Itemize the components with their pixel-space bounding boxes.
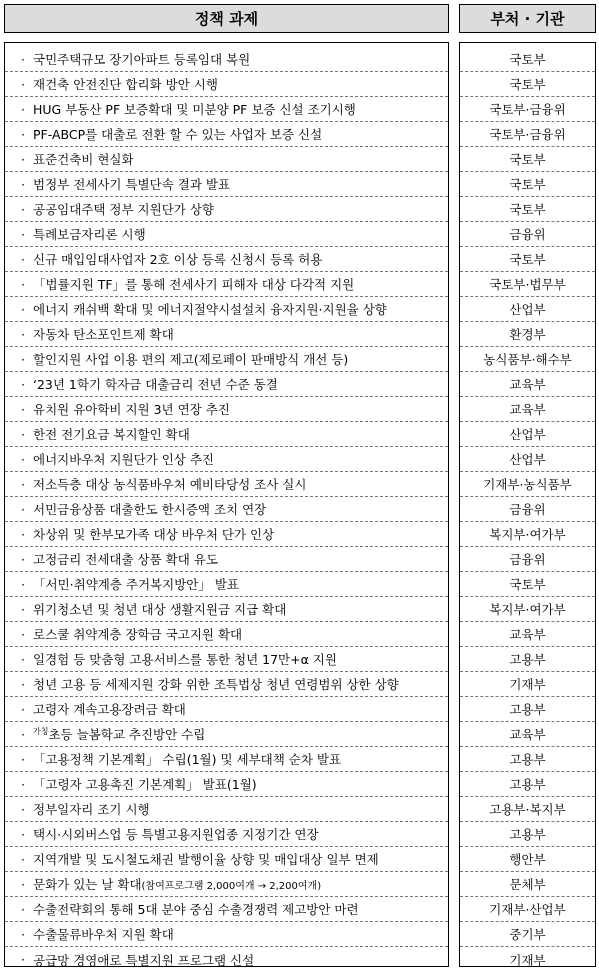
policy-task bbox=[33, 125, 322, 143]
policy-task bbox=[33, 50, 250, 68]
bullet: · bbox=[21, 651, 25, 667]
table-row bbox=[5, 72, 448, 97]
responsible-agency: 산업부 bbox=[509, 427, 546, 442]
task-text: HUG 부동산 PF 보증확대 및 미분양 PF 보증 신설 조기시행 bbox=[33, 102, 356, 117]
policy-task bbox=[33, 350, 348, 368]
task-text: 국민주택규모 장기아파트 등록임대 복원 bbox=[33, 52, 251, 67]
policy-task bbox=[33, 750, 341, 768]
policy-task bbox=[33, 951, 254, 969]
policy-task bbox=[33, 325, 174, 343]
policy-task bbox=[33, 875, 321, 893]
responsible-agency: 국토부·금융위 bbox=[489, 102, 566, 117]
task-text: 공공임대주택 정부 지원단가 상향 bbox=[33, 202, 214, 217]
responsible-agency: 고용부 bbox=[509, 752, 546, 767]
table-row bbox=[5, 522, 448, 547]
responsible-agency: 기재부 bbox=[509, 952, 546, 968]
bullet: · bbox=[21, 851, 25, 867]
responsible-agency: 금융위 bbox=[509, 552, 546, 567]
responsible-agency: 교육부 bbox=[509, 402, 546, 417]
task-text: 「서민·취약계층 주거복지방안」 발표 bbox=[33, 577, 239, 592]
table-row bbox=[5, 147, 448, 172]
responsible-agency: 기재부·농식품부 bbox=[483, 477, 572, 492]
bullet: · bbox=[21, 151, 25, 167]
task-text: 자동차 탄소포인트제 확대 bbox=[33, 327, 174, 342]
bullet: · bbox=[21, 926, 25, 942]
responsible-agency: 산업부 bbox=[509, 452, 546, 467]
task-text: 「고령자 고용촉진 기본계획」 발표(1월) bbox=[33, 777, 257, 792]
policy-task bbox=[33, 700, 186, 718]
table-row bbox=[460, 672, 595, 697]
table-row bbox=[460, 697, 595, 722]
table-row bbox=[5, 672, 448, 697]
table-row bbox=[460, 297, 595, 322]
task-text: 서민금융상품 대출한도 한시증액 조치 연장 bbox=[33, 502, 267, 517]
task-text: 표준건축비 현실화 bbox=[33, 152, 134, 167]
bullet: · bbox=[21, 801, 25, 817]
policy-task bbox=[33, 675, 399, 693]
table-row bbox=[5, 247, 448, 272]
responsible-agency: 국토부 bbox=[509, 202, 546, 217]
task-text: 공급망 경영애로 특별지원 프로그램 신설 bbox=[33, 952, 255, 968]
responsible-agency: 문체부 bbox=[509, 877, 546, 892]
table-row bbox=[460, 772, 595, 797]
table-row bbox=[460, 897, 595, 922]
table-row bbox=[5, 222, 448, 247]
bullet: · bbox=[21, 901, 25, 917]
bullet: · bbox=[21, 826, 25, 842]
table-row bbox=[460, 497, 595, 522]
task-text: 고정금리 전세대출 상품 확대 유도 bbox=[33, 552, 218, 567]
bullet: · bbox=[21, 201, 25, 217]
table-row bbox=[5, 347, 448, 372]
bullet: · bbox=[21, 176, 25, 192]
bullet: · bbox=[21, 601, 25, 617]
table-row bbox=[5, 647, 448, 672]
table-row bbox=[5, 447, 448, 472]
table-row bbox=[5, 497, 448, 522]
table-row bbox=[5, 272, 448, 297]
task-text: 일경험 등 맞춤형 고용서비스를 통한 청년 17만+α 지원 bbox=[33, 652, 337, 667]
responsible-agency: 복지부·여가부 bbox=[489, 602, 566, 617]
policy-task bbox=[33, 525, 274, 543]
bullet: · bbox=[21, 751, 25, 767]
table-row bbox=[460, 722, 595, 747]
policy-task bbox=[33, 900, 359, 918]
table-row bbox=[5, 297, 448, 322]
policy-task bbox=[33, 650, 337, 668]
task-text: 에너지 캐쉬백 확대 및 에너지절약시설설치 융자지원·지원율 상향 bbox=[33, 302, 387, 317]
bullet: · bbox=[21, 76, 25, 92]
responsible-agency: 국토부 bbox=[509, 77, 546, 92]
table-row bbox=[5, 47, 448, 72]
table-row bbox=[5, 572, 448, 597]
task-text: ‘23년 1학기 학자금 대출금리 전년 수준 동결 bbox=[33, 377, 278, 392]
responsible-agency: 교육부 bbox=[509, 377, 546, 392]
policy-task bbox=[33, 800, 150, 818]
table-row bbox=[460, 572, 595, 597]
bullet: · bbox=[21, 426, 25, 442]
responsible-agency: 금융위 bbox=[509, 227, 546, 242]
responsible-agency: 국토부 bbox=[509, 252, 546, 267]
table-row bbox=[5, 372, 448, 397]
bullet: · bbox=[21, 776, 25, 792]
table-row bbox=[460, 822, 595, 847]
responsible-agency: 국토부 bbox=[509, 577, 546, 592]
task-list bbox=[4, 42, 449, 967]
table-row bbox=[460, 222, 595, 247]
table-row bbox=[5, 772, 448, 797]
bullet: · bbox=[21, 101, 25, 117]
policy-task bbox=[33, 725, 205, 743]
responsible-agency: 농식품부·해수부 bbox=[483, 352, 572, 367]
task-prefix-note: 가칭 bbox=[33, 727, 49, 736]
task-text: 청년 고용 등 세제지원 강화 위한 조특법상 청년 연령범위 상한 상향 bbox=[33, 677, 399, 692]
bullet: · bbox=[21, 676, 25, 692]
table-row bbox=[460, 447, 595, 472]
policy-task bbox=[33, 250, 322, 268]
table-row bbox=[5, 897, 448, 922]
table-row bbox=[5, 797, 448, 822]
table-row bbox=[460, 47, 595, 72]
task-text: 차상위 및 한부모가족 대상 바우처 단가 인상 bbox=[33, 527, 275, 542]
bullet: · bbox=[21, 401, 25, 417]
table-row bbox=[460, 547, 595, 572]
table-row bbox=[460, 847, 595, 872]
table-row bbox=[460, 97, 595, 122]
bullet: · bbox=[21, 376, 25, 392]
table-row bbox=[5, 422, 448, 447]
policy-task bbox=[33, 425, 190, 443]
table-row bbox=[5, 397, 448, 422]
responsible-agency: 국토부 bbox=[509, 152, 546, 167]
task-text: 「법률지원 TF」를 통해 전세사기 피해자 대상 다각적 지원 bbox=[33, 277, 355, 292]
bullet: · bbox=[21, 526, 25, 542]
policy-task bbox=[33, 775, 257, 793]
table-row bbox=[5, 472, 448, 497]
bullet: · bbox=[21, 276, 25, 292]
task-text: 고령자 계속고용장려금 확대 bbox=[33, 702, 186, 717]
table-row bbox=[460, 922, 595, 947]
agency-list bbox=[459, 42, 596, 967]
task-text: 수출전략회의 통해 5대 분야 중심 수출경쟁력 제고방안 마련 bbox=[33, 902, 359, 917]
task-text: 유치원 유아학비 지원 3년 연장 추진 bbox=[33, 402, 230, 417]
table-row bbox=[5, 97, 448, 122]
policy-task bbox=[33, 550, 218, 568]
table-row bbox=[460, 322, 595, 347]
responsible-agency: 국토부·법무부 bbox=[489, 277, 566, 292]
policy-task bbox=[33, 375, 278, 393]
responsible-agency: 복지부·여가부 bbox=[489, 527, 566, 542]
responsible-agency: 고용부 bbox=[509, 652, 546, 667]
policy-task bbox=[33, 850, 379, 868]
table-row bbox=[460, 472, 595, 497]
task-text: 택시·시외버스업 등 특별고용지원업종 지정기간 연장 bbox=[33, 827, 319, 842]
policy-task bbox=[33, 500, 266, 518]
table-row bbox=[5, 847, 448, 872]
task-text: 범정부 전세사기 특별단속 결과 발표 bbox=[33, 177, 231, 192]
bullet: · bbox=[21, 626, 25, 642]
responsible-agency: 금융위 bbox=[509, 502, 546, 517]
task-note: (참여프로그램 2,000여개 → 2,200여개) bbox=[141, 881, 322, 892]
bullet: · bbox=[21, 126, 25, 142]
table-row bbox=[5, 822, 448, 847]
table-row bbox=[460, 247, 595, 272]
table-row bbox=[460, 622, 595, 647]
bullet: · bbox=[21, 876, 25, 892]
table-row bbox=[460, 347, 595, 372]
responsible-agency: 기재부·산업부 bbox=[489, 902, 566, 917]
responsible-agency: 중기부 bbox=[509, 927, 546, 942]
responsible-agency: 환경부 bbox=[509, 327, 546, 342]
table-row bbox=[460, 397, 595, 422]
table-row bbox=[460, 72, 595, 97]
policy-task bbox=[33, 625, 242, 643]
bullet: · bbox=[21, 226, 25, 242]
table-row bbox=[5, 322, 448, 347]
bullet: · bbox=[21, 952, 25, 967]
policy-task bbox=[33, 150, 134, 168]
table-row bbox=[5, 622, 448, 647]
bullet: · bbox=[21, 576, 25, 592]
task-text: 할인지원 사업 이용 편의 제고(제로페이 판매방식 개선 등) bbox=[33, 352, 349, 367]
policy-task bbox=[33, 925, 174, 943]
bullet: · bbox=[21, 251, 25, 267]
bullet: · bbox=[21, 326, 25, 342]
policy-task bbox=[33, 225, 146, 243]
table-row bbox=[460, 522, 595, 547]
bullet: · bbox=[21, 551, 25, 567]
table-row bbox=[5, 597, 448, 622]
responsible-agency: 고용부·복지부 bbox=[489, 802, 566, 817]
table-row bbox=[5, 872, 448, 897]
table-row bbox=[460, 797, 595, 822]
policy-task bbox=[33, 175, 230, 193]
table-row bbox=[460, 422, 595, 447]
task-column-header bbox=[4, 4, 449, 33]
bullet: · bbox=[21, 701, 25, 717]
table-row bbox=[460, 122, 595, 147]
policy-task bbox=[33, 575, 239, 593]
table-row bbox=[460, 947, 595, 972]
policy-task bbox=[33, 75, 218, 93]
bullet: · bbox=[21, 301, 25, 317]
responsible-agency: 교육부 bbox=[509, 727, 546, 742]
bullet: · bbox=[21, 451, 25, 467]
task-text: 정부일자리 조기 시행 bbox=[33, 802, 150, 817]
responsible-agency: 국토부 bbox=[509, 52, 546, 67]
agency-header-label: 부처 · 기관 bbox=[490, 10, 565, 28]
policy-task bbox=[33, 300, 387, 318]
task-header-label: 정책 과제 bbox=[194, 10, 259, 28]
table-row bbox=[460, 597, 595, 622]
policy-task bbox=[33, 200, 214, 218]
bullet: · bbox=[21, 476, 25, 492]
responsible-agency: 행안부 bbox=[509, 852, 546, 867]
task-text: 「고용정책 기본계획」 수립(1월) 및 세부대책 순차 발표 bbox=[33, 752, 342, 767]
agency-column-header bbox=[459, 4, 596, 33]
responsible-agency: 고용부 bbox=[509, 777, 546, 792]
task-text: 수출물류바우처 지원 확대 bbox=[33, 927, 174, 942]
task-text: 한전 전기요금 복지할인 확대 bbox=[33, 427, 190, 442]
responsible-agency: 교육부 bbox=[509, 627, 546, 642]
table-row bbox=[5, 547, 448, 572]
bullet: · bbox=[21, 51, 25, 67]
task-text: 신규 매입임대사업자 2호 이상 등록 신청시 등록 허용 bbox=[33, 252, 323, 267]
task-text: 문화가 있는 날 확대 bbox=[33, 877, 142, 892]
table-row bbox=[5, 122, 448, 147]
responsible-agency: 산업부 bbox=[509, 302, 546, 317]
table-row bbox=[460, 872, 595, 897]
policy-task bbox=[33, 475, 306, 493]
table-row bbox=[460, 647, 595, 672]
task-text: 특례보금자리론 시행 bbox=[33, 227, 146, 242]
responsible-agency: 국토부·금융위 bbox=[489, 127, 566, 142]
table-row bbox=[460, 747, 595, 772]
task-text: 지역개발 및 도시철도채권 발행이율 상향 및 매입대상 일부 면제 bbox=[33, 852, 379, 867]
table-row bbox=[5, 922, 448, 947]
policy-task bbox=[33, 400, 230, 418]
table-row bbox=[5, 197, 448, 222]
bullet: · bbox=[21, 351, 25, 367]
table-row bbox=[460, 147, 595, 172]
table-row bbox=[460, 272, 595, 297]
bullet: · bbox=[21, 501, 25, 517]
responsible-agency: 고용부 bbox=[509, 827, 546, 842]
policy-task bbox=[33, 450, 214, 468]
table-row bbox=[5, 947, 448, 972]
task-text: PF-ABCP를 대출로 전환 할 수 있는 사업자 보증 신설 bbox=[33, 127, 323, 142]
task-text: 초등 늘봄학교 추진방안 수립 bbox=[48, 727, 206, 742]
table-row bbox=[5, 747, 448, 772]
responsible-agency: 고용부 bbox=[509, 702, 546, 717]
table-row bbox=[5, 172, 448, 197]
responsible-agency: 기재부 bbox=[509, 677, 546, 692]
table-row bbox=[5, 697, 448, 722]
policy-task bbox=[33, 600, 286, 618]
policy-task bbox=[33, 275, 354, 293]
bullet: · bbox=[21, 726, 25, 742]
task-text: 위기청소년 및 청년 대상 생활지원금 지급 확대 bbox=[33, 602, 287, 617]
table-row bbox=[5, 722, 448, 747]
table-row bbox=[460, 372, 595, 397]
task-text: 저소득층 대상 농식품바우처 예비타당성 조사 실시 bbox=[33, 477, 307, 492]
policy-task bbox=[33, 825, 319, 843]
responsible-agency: 국토부 bbox=[509, 177, 546, 192]
policy-task bbox=[33, 100, 356, 118]
task-text: 로스쿨 취약계층 장학금 국고지원 확대 bbox=[33, 627, 243, 642]
task-text: 에너지바우처 지원단가 인상 추진 bbox=[33, 452, 214, 467]
task-text: 재건축 안전진단 합리화 방안 시행 bbox=[33, 77, 218, 92]
table-row bbox=[460, 197, 595, 222]
table-row bbox=[460, 172, 595, 197]
